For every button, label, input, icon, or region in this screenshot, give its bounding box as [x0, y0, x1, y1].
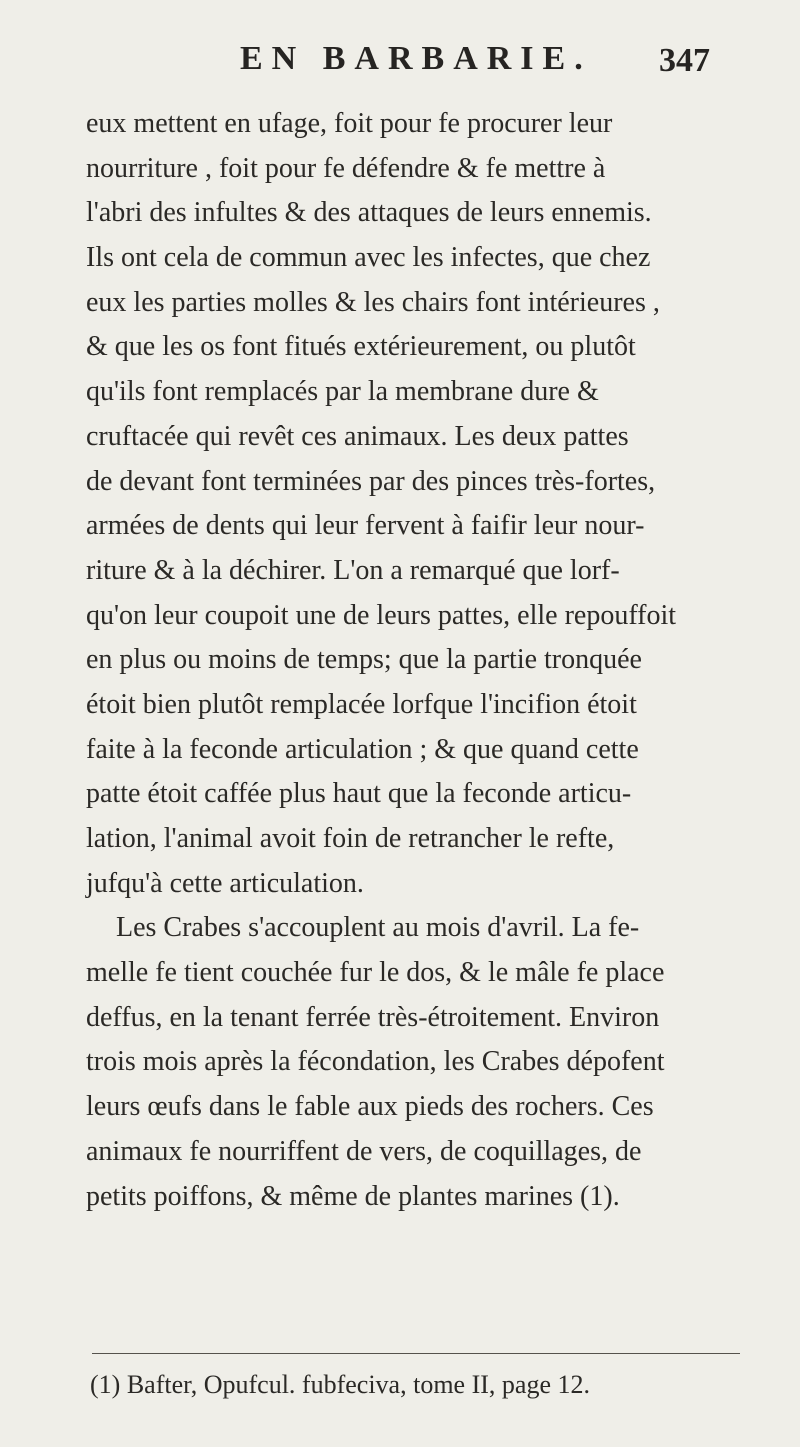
text-line: trois mois après la fécondation, les Crabes dépofent: [86, 1046, 665, 1078]
footnote-divider: [92, 1353, 740, 1354]
text-line: Ils ont cela de commun avec les infectes, que chez: [86, 242, 651, 274]
text-line: eux les parties molles & les chairs font intérieures ,: [86, 286, 660, 318]
text-line: & que les os font fitués extérieurement, ou plutôt: [86, 331, 636, 363]
footnote: (1) Bafter, Opufcul. fubfeciva, tome II, page 12.: [90, 1370, 590, 1399]
text-line: animaux fe nourriffent de vers, de coquillages, de: [86, 1135, 642, 1167]
text-line: armées de dents qui leur fervent à faifir leur nour-: [86, 510, 645, 542]
page-number: 347: [659, 42, 710, 79]
text-line: riture & à la déchirer. L'on a remarqué que lorf-: [86, 554, 620, 586]
text-line: melle fe tient couchée fur le dos, & le mâle fe place: [86, 957, 665, 989]
text-line: deffus, en la tenant ferrée très-étroitement. Environ: [86, 1001, 660, 1033]
text-line: patte étoit caffée plus haut que la feconde articu-: [86, 778, 632, 810]
text-line: qu'on leur coupoit une de leurs pattes, elle repouffoit: [86, 599, 677, 631]
text-line: faite à la feconde articulation ; & que quand cette: [86, 733, 639, 765]
text-line: qu'ils font remplacés par la membrane dure &: [86, 376, 599, 408]
text-line: leurs œufs dans le fable aux pieds des rochers. Ces: [86, 1091, 654, 1123]
text-line: lation, l'animal avoit foin de retrancher le refte,: [86, 823, 615, 854]
running-title: EN BARBARIE.: [240, 40, 592, 77]
text-line: en plus ou moins de temps; que la partie tronquée: [86, 644, 642, 676]
text-line: jufqu'à cette articulation.: [86, 867, 364, 899]
paragraph-start-line: Les Crabes s'accouplent au mois d'avril. La fe-: [116, 912, 640, 944]
text-line: nourriture , foit pour fe défendre & fe mettre à: [86, 152, 606, 184]
text-line: eux mettent en ufage, foit pour fe procurer leur: [86, 108, 613, 139]
text-line: étoit bien plutôt remplacée lorfque l'incifion étoit: [86, 688, 637, 720]
text-line: cruftacée qui revêt ces animaux. Les deux pattes: [86, 420, 629, 452]
body-text: [86, 102, 746, 1219]
running-head: [240, 40, 710, 84]
text-line: l'abri des infultes & des attaques de leurs ennemis.: [86, 197, 652, 229]
text-line: petits poiffons, & même de plantes marines (1).: [86, 1180, 620, 1212]
text-line: de devant font terminées par des pinces très-fortes,: [86, 465, 656, 497]
